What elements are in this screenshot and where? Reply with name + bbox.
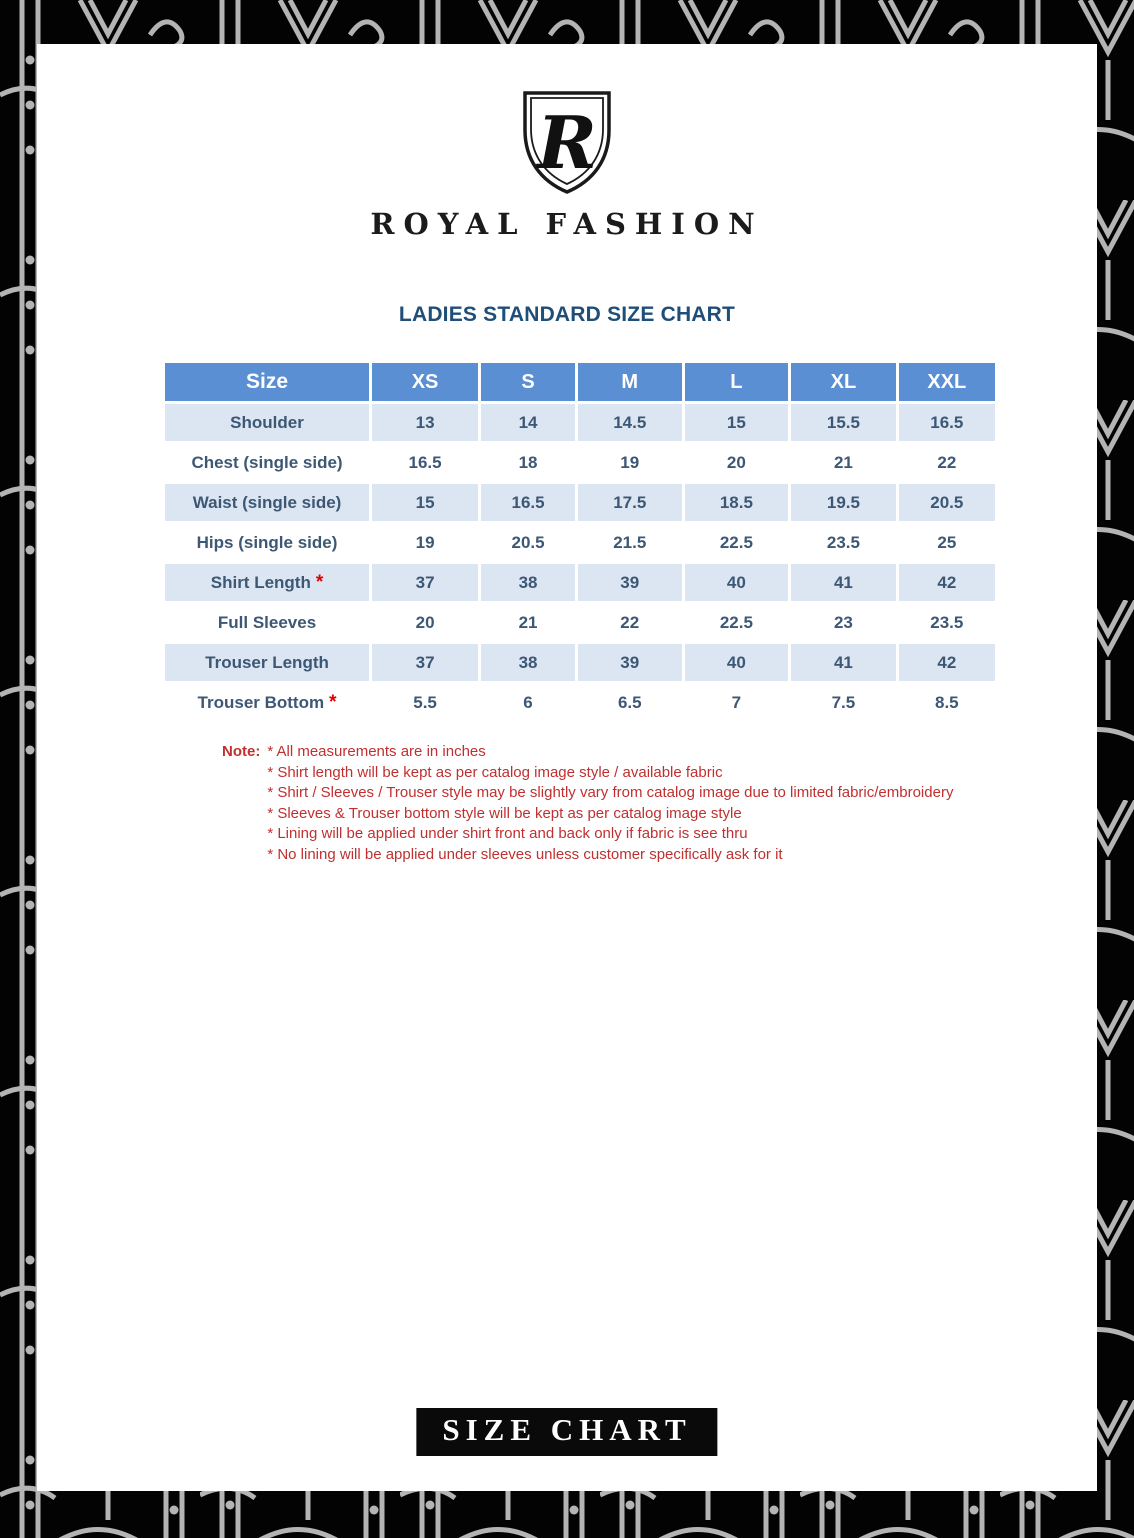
row-label: Trouser Length: [165, 644, 369, 681]
logo-letter: R: [537, 100, 597, 185]
size-value: 38: [481, 644, 575, 681]
row-label: Shoulder: [165, 404, 369, 441]
size-value: 22: [578, 604, 682, 641]
page-title: LADIES STANDARD SIZE CHART: [398, 303, 736, 326]
col-header-xl: XL: [791, 363, 895, 401]
note-label: Note:: [222, 743, 261, 760]
size-value: 16.5: [899, 404, 995, 441]
size-value: 23.5: [791, 524, 895, 561]
size-value: 25: [899, 524, 995, 561]
size-value: 38: [481, 564, 575, 601]
size-value: 15: [685, 404, 789, 441]
size-value: 14.5: [578, 404, 682, 441]
note-item: * Shirt length will be kept as per catalog image style / available fabric: [267, 763, 723, 781]
size-value: 16.5: [481, 484, 575, 521]
table-row-trouser-length: [165, 644, 995, 681]
row-label: Waist (single side): [165, 484, 369, 521]
row-label: Trouser Bottom *: [165, 684, 369, 721]
size-value: 22.5: [685, 604, 789, 641]
size-value: 23.5: [899, 604, 995, 641]
table-row-full-sleeves: [165, 604, 995, 641]
row-label: Chest (single side): [165, 444, 369, 481]
size-value: 19: [372, 524, 478, 561]
size-value: 41: [791, 564, 895, 601]
size-value: 22.5: [685, 524, 789, 561]
size-value: 19: [578, 444, 682, 481]
table-row-shirt-length: [165, 564, 995, 601]
table-row-waist: [165, 484, 995, 521]
size-value: 39: [578, 644, 682, 681]
shield-crest-icon: [517, 88, 617, 198]
note-item: * Sleeves & Trouser bottom style will be kept as per catalog image style: [267, 804, 742, 822]
size-value: 19.5: [791, 484, 895, 521]
note-item: * Lining will be applied under shirt front and back only if fabric is see thru: [267, 825, 748, 842]
size-value: 15: [372, 484, 478, 521]
col-header-xxl: XXL: [899, 363, 995, 401]
page-sheet: [37, 44, 1097, 1491]
size-value: 39: [578, 564, 682, 601]
size-value: 20.5: [899, 484, 995, 521]
size-value: 37: [372, 564, 478, 601]
col-header-l: L: [685, 363, 789, 401]
row-label: Shirt Length *: [165, 564, 369, 601]
table-row-hips: [165, 524, 995, 561]
row-label: Full Sleeves: [165, 604, 369, 641]
size-value: 13: [372, 404, 478, 441]
size-value: 14: [481, 404, 575, 441]
size-value: 23: [791, 604, 895, 641]
table-row-shoulder: [165, 404, 995, 441]
size-value: 16.5: [372, 444, 478, 481]
size-value: 21.5: [578, 524, 682, 561]
size-value: 37: [372, 644, 478, 681]
size-value: 18: [481, 444, 575, 481]
brand-name: ROYAL FASHION: [370, 207, 764, 241]
size-value: 15.5: [791, 404, 895, 441]
note-item: * All measurements are in inches: [267, 743, 486, 760]
size-value: 41: [791, 644, 895, 681]
size-value: 20.5: [481, 524, 575, 561]
size-value: 20: [685, 444, 789, 481]
size-value: 40: [685, 644, 789, 681]
note-item: * Shirt / Sleeves / Trouser style may be slightly vary from catalog image due to limited fabric/embroidery: [267, 784, 954, 801]
size-value: 5.5: [372, 684, 478, 721]
col-header-s: S: [481, 363, 575, 401]
col-header-size: Size: [165, 363, 369, 401]
header-row: [165, 363, 995, 401]
size-value: 40: [685, 564, 789, 601]
size-value: 17.5: [578, 484, 682, 521]
size-value: 6.5: [578, 684, 682, 721]
size-value: 20: [372, 604, 478, 641]
size-value: 7: [685, 684, 789, 721]
required-asterisk: *: [329, 691, 337, 713]
note-item: * No lining will be applied under sleeves unless customer specifically ask for it: [267, 845, 783, 863]
size-chart-table: [162, 360, 998, 724]
size-value: 8.5: [899, 684, 995, 721]
table-row-chest: [165, 444, 995, 481]
brand-logo: [37, 44, 1097, 241]
size-value: 7.5: [791, 684, 895, 721]
table-row-trouser-bottom: [165, 684, 995, 721]
size-value: 42: [899, 644, 995, 681]
size-value: 18.5: [685, 484, 789, 521]
size-chart-banner: SIZE CHART: [416, 1408, 717, 1456]
col-header-m: M: [578, 363, 682, 401]
note-items: [267, 742, 953, 865]
required-asterisk: *: [315, 571, 324, 593]
size-value: 21: [481, 604, 575, 641]
col-header-xs: XS: [372, 363, 478, 401]
size-value: 21: [791, 444, 895, 481]
size-value: 6: [481, 684, 575, 721]
row-label: Hips (single side): [165, 524, 369, 561]
size-value: 22: [899, 444, 995, 481]
size-value: 42: [899, 564, 995, 601]
notes-block: [222, 742, 1097, 865]
